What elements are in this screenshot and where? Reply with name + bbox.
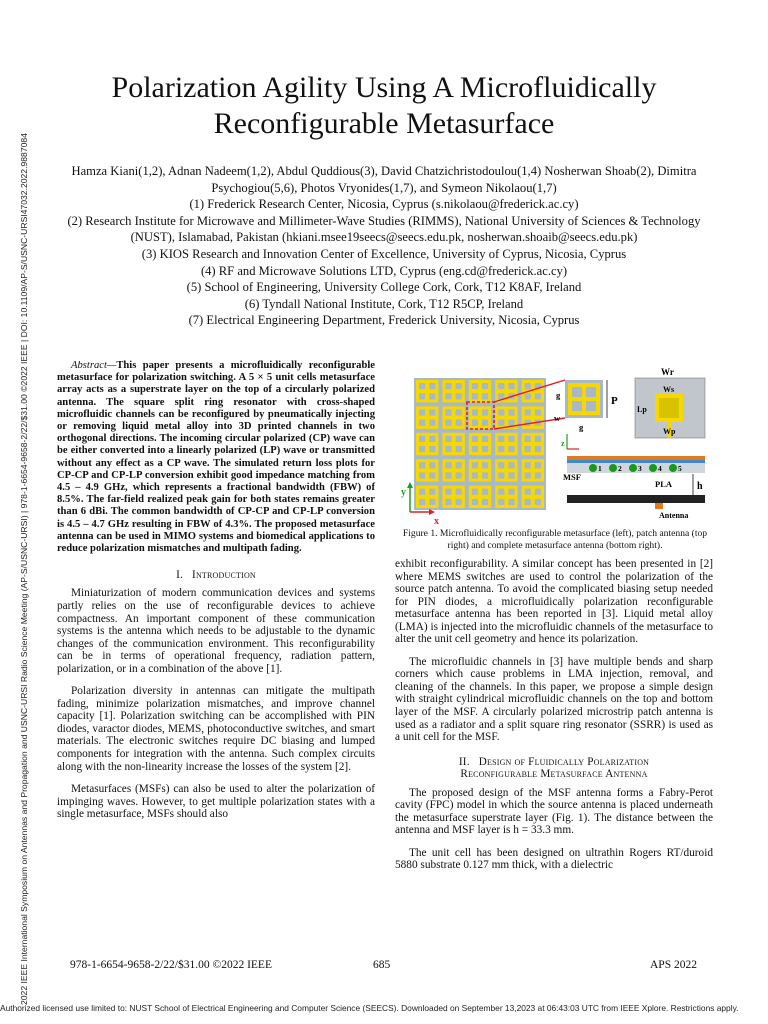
patch-antenna-diagram (635, 367, 705, 438)
label-g-top: g (556, 390, 561, 400)
abstract: Abstract—This paper presents a microfluidically reconfigurable metasurface for polarization switching. A 5 × 5 unit cells metasurface array acts as a superstrate layer on the top of a circularly polarized antenna. The square split ring resonator with cross-shaped microfluidic channels can be reconfigured by pneumatically injecting or removing liquid metal alloy into 3D printed channels in two orthogonal directions. The incoming circular polarized (CP) wave can be either converted into a linearly polarized (LP) wave or transmitted without any effect as a CP wave. The simulated return loss plots for CP-CP and CP-LP conversion exhibit good impedance matching from 4.5 – 4.9 GHz, which represents a fractional bandwidth (FBW) of 8.5%. The far-field realized peak gain for both states remains greater than 6 dBi. The common bandwidth of CP-CP and CP-LP conversion is 4.5 – 4.7 GHz resulting in FBW of 4.3%. The proposed metasurface antenna can be used in MIMO systems and biomedical applications to reduce polarization mismatches and multipath fading. (57, 360, 375, 555)
authors-line-1: Hamza Kiani(1,2), Adnan Nadeem(1,2), Abdul Quddious(3), David Chatzichristodoulou(1,4) Nosherwan Shoab(2), Dimitra (71, 164, 697, 178)
channel-marker (669, 464, 677, 472)
affiliation-6: (6) Tyndall National Institute, Cork, T12 R5CP, Ireland (244, 296, 524, 311)
right-column (395, 558, 713, 872)
label-w: w (554, 413, 561, 423)
figure-1 (397, 364, 713, 526)
right-paragraph-2: The microfluidic channels in [3] have multiple bends and sharp corners which cause problems in LMA injection, removal, and cleaning of the channels. In this paper, we propose a simple design with straight cylindrical microfluidic channels on the top and bottom layer of the MSF. A circularly polarized microstrip patch antenna is used as a radiator and a split square ring resonator (SSRR) is used as a unit cell for the MSF. (395, 655, 713, 744)
channel-marker (649, 464, 657, 472)
license-note: Authorized licensed use limited to: NUST School of Electrical Engineering and Computer Science (SEECS). Downloaded on September 13,2023 at 06:43:03 UTC from IEEE Xplore. Restrictions apply. (0, 1003, 739, 1013)
channel-number: 4 (658, 464, 662, 473)
abstract-label: Abstract (71, 360, 107, 371)
label-antenna: Antenna (659, 511, 689, 520)
section-1-title: Introduction (192, 569, 256, 582)
section-1-heading (57, 569, 375, 581)
axis-label-y: y (401, 487, 406, 498)
section-2-title-line-1: Design of Fluidically Polarization (478, 755, 650, 768)
label-h: h (697, 481, 703, 492)
axis-label-z: z (561, 439, 565, 448)
channel-number: 3 (638, 464, 642, 473)
label-wr: Wr (661, 367, 674, 377)
label-ws: Ws (663, 385, 675, 394)
left-column (57, 360, 375, 821)
metasurface-array (414, 378, 546, 510)
affiliation-3: (3) KIOS Research and Innovation Center of Excellence, University of Cyprus, Nicosia, Cyprus (141, 246, 627, 261)
authors-line-2: Psychogiou(5,6), Photos Vryonides(1,7), and Symeon Nikolaou(1,7) (211, 180, 557, 195)
footer-right: APS 2022 (650, 959, 697, 971)
abstract-text: This paper presents a microfluidically reconfigurable metasurface for polarization switching. A 5 × 5 unit cells metasurface array acts as a superstrate layer on the top of a circularly polarized antenna. The square split ring resonator with cross-shaped microfluidic channels can be reconfigured by pneumatically injecting or removing liquid metal alloy into 3D printed channels in two orthogonal directions. The incoming circular polarized (CP) wave can be either converted into a linearly polarized (LP) wave or transmitted without any effect as a CP wave. The simulated return loss plots for CP-CP and CP-LP conversion exhibit good impedance matching from 4.5 – 4.9 GHz, which represents a fractional bandwidth (FBW) of 8.5%. The far-field realized peak gain for both states remains greater than 6 dBi. The common bandwidth of CP-CP and CP-LP conversion is 4.5 – 4.7 GHz resulting in FBW of 4.3%. The proposed metasurface antenna can be used in MIMO systems and biomedical applications to reduce polarization mismatches and multipath fading. (57, 360, 375, 555)
intro-paragraph-1: Miniaturization of modern communication devices and systems partly relies on the use of reconfigurable devices to achieve compactness. An important component of these communication systems is the antenna which needs to be adjustable to the dynamic changes of the communication environment. This reconfigurability can be in terms of operational frequency, radiation pattern, polarization, or in a combination of the above [1]. (57, 587, 375, 675)
section-2-paragraph-1: The proposed design of the MSF antenna forms a Fabry-Perot cavity (FPC) model in which the source antenna is placed underneath the metasurface superstrate layer (Fig. 1). The distance between the antenna and MSF layer is h = 33.3 mm. (395, 786, 713, 837)
footer-left: 978-1-6654-9658-2/22/$31.00 ©2022 IEEE (70, 959, 272, 971)
section-2-paragraph-2: The unit cell has been designed on ultrathin Rogers RT/duroid 5880 substrate 0.127 mm thick, with a dielectric (395, 846, 713, 872)
affiliation-4: (4) RF and Microwave Solutions LTD, Cyprus (eng.cd@frederick.ac.cy) (200, 263, 568, 278)
affiliation-7: (7) Electrical Engineering Department, Frederick University, Nicosia, Cyprus (188, 313, 580, 328)
sidebar-citation (7, 30, 29, 1005)
label-pla: PLA (655, 479, 672, 489)
section-2-heading (395, 756, 713, 781)
author-block (60, 163, 708, 329)
intro-paragraph-2: Polarization diversity in antennas can mitigate the multipath fading, minimize polarization mismatches, and improve channel capacity [1]. Polarization switching can be accomplished with PIN diodes, varactor diodes, MEMS, photoconductive switches, and smart materials. The electronic switches require DC biasing and lumped components for integration with the antenna. Such complex circuits along with the non-linearity increase the losses of the system [2]. (57, 685, 375, 773)
section-2-number: II. (458, 755, 470, 768)
affiliation-2: (2) Research Institute for Microwave and Millimeter-Wave Studies (RIMMS), National University of Sciences & Technology (NUST), Islamabad, Pakistan (hkiani.msee19seecs@seecs.edu.pk, nosherwan.shoaib@seecs.edu.pk) (67, 213, 701, 245)
intro-paragraph-3: Metasurfaces (MSFs) can also be used to alter the polarization of impinging waves. However, to get multiple polarization states with a single metasurface, MSFs should also (57, 783, 375, 821)
axis-label-x: x (434, 516, 439, 526)
section-2-title-line-2: Reconfigurable Metasurface Antenna (460, 768, 648, 781)
affiliation-1: (1) Frederick Research Center, Nicosia, Cyprus (s.nikolaou@frederick.ac.cy) (189, 197, 579, 212)
channel-number: 2 (618, 464, 622, 473)
unit-cell-zoom (554, 380, 618, 432)
channel-marker (609, 464, 617, 472)
channel-number: 5 (678, 464, 682, 473)
label-p: P (611, 395, 618, 407)
label-lp: Lp (637, 405, 647, 414)
figure-1-caption: Figure 1. Microfluidically reconfigurable metasurface (left), patch antenna (top right) and complete metasurface antenna (bottom right). (402, 528, 708, 551)
channel-marker (629, 464, 637, 472)
affiliation-5: (5) School of Engineering, University College Cork, Cork, T12 K8AF, Ireland (186, 280, 582, 295)
channel-number: 1 (598, 464, 602, 473)
paper-title: Polarization Agility Using A Microfluidically Reconfigurable Metasurface (111, 71, 657, 140)
figure-1-graphic (397, 364, 713, 526)
label-g-bottom: g (579, 422, 584, 432)
right-paragraph-1: exhibit reconfigurability. A similar concept has been presented in [2] where MEMS switches are used to control the polarization of the source patch antenna. To avoid the complicated biasing setup needed for PIN diodes, a microfluidically polarization reconfigurable metasurface antenna has been reported in [3]. Liquid metal alloy (LMA) is injected into the microfluidic channels of the metasurface to alter the unit cell geometry and hence its polarization. (395, 558, 713, 646)
footer-page-number: 685 (373, 959, 391, 971)
label-msf: MSF (563, 472, 581, 482)
label-wp: Wp (663, 427, 676, 436)
sidebar-citation-text: 2022 IEEE International Symposium on Antennas and Propagation and USNC-URSI Radio Science Meeting (AP-S/USNC-URSI) | 978-1-6654-9658-2/22/$31.00 ©2022 IEEE | DOI: 10.1109/AP-S/USNC-URSI47032.2022.9887084 (19, 133, 29, 1005)
section-1-number: I. (176, 569, 184, 582)
msf-antenna-side-view (561, 434, 705, 520)
channel-marker (589, 464, 597, 472)
